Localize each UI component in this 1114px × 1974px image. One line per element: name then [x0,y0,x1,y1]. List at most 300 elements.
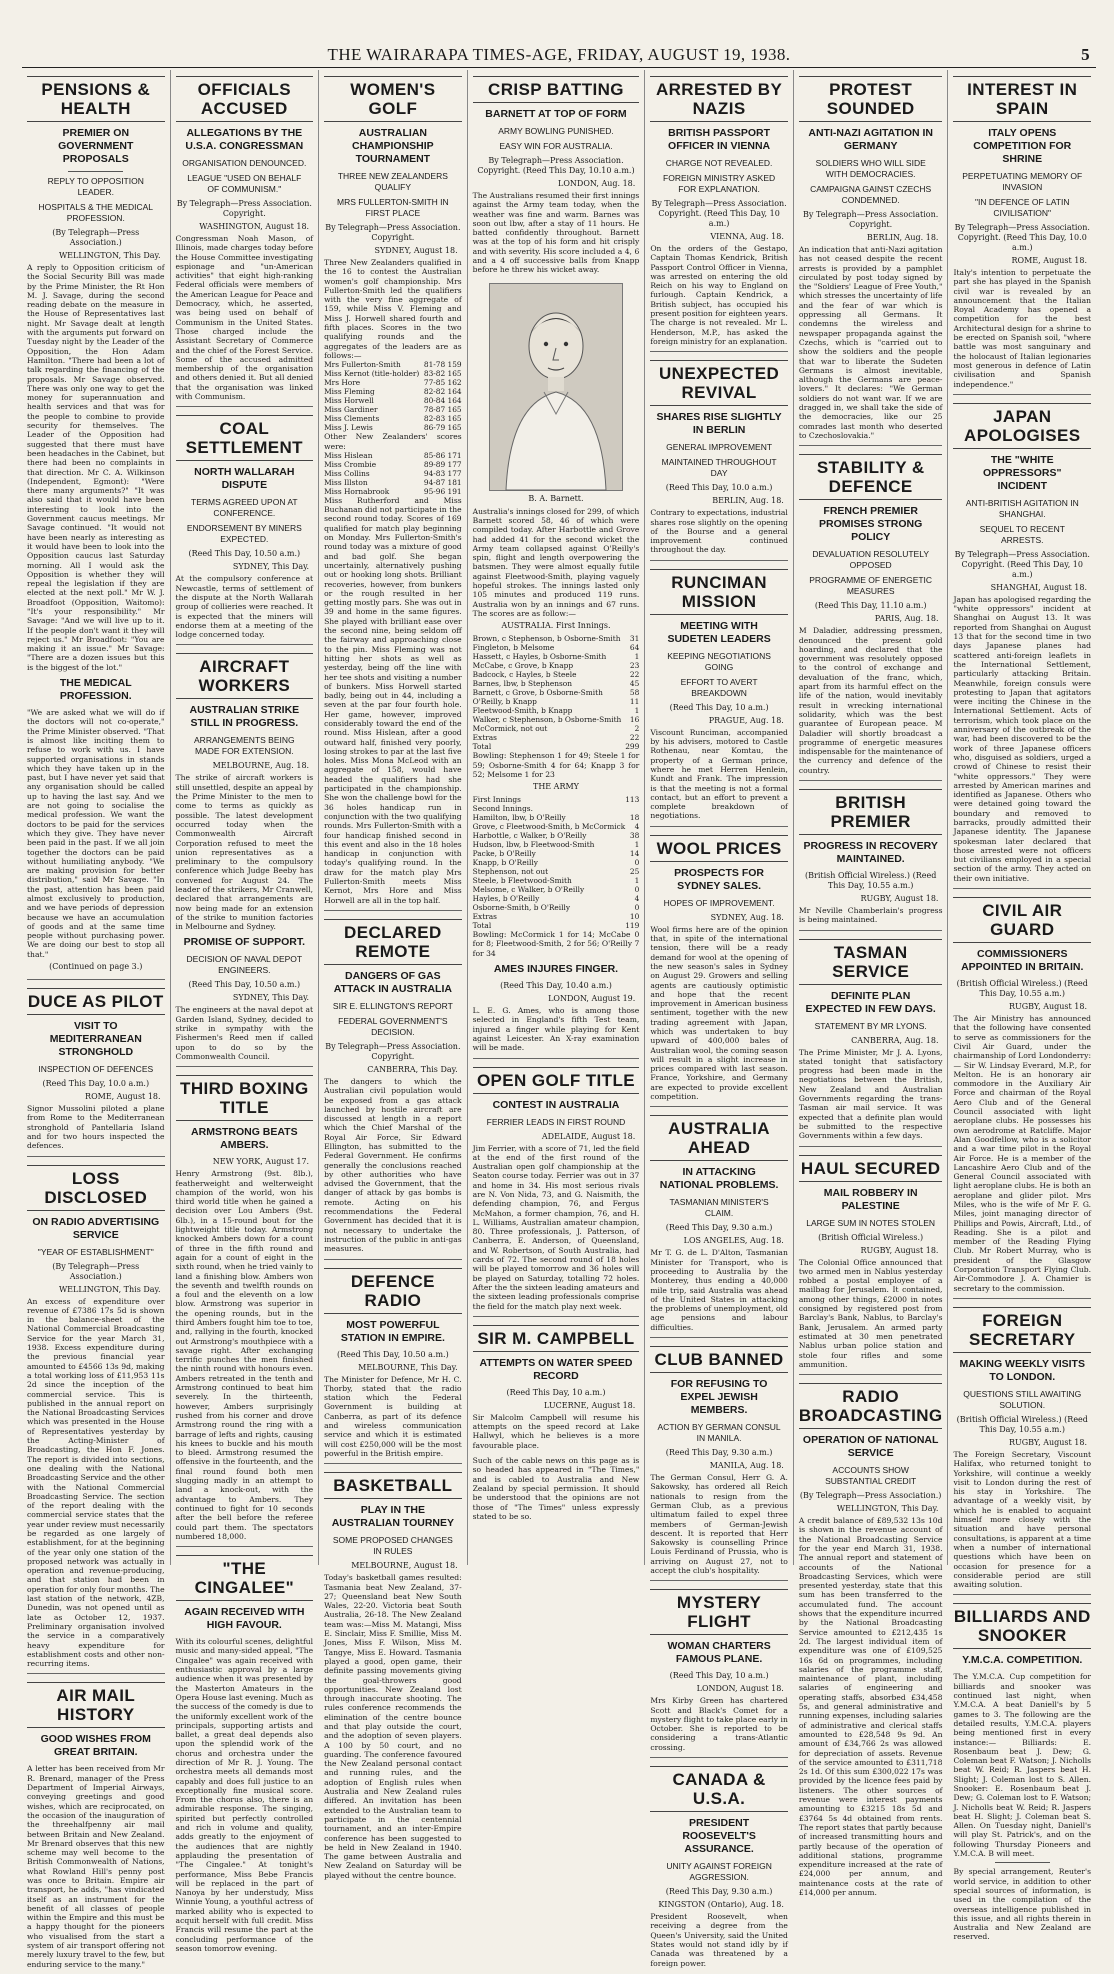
dateline: VIENNA, Aug. 18. [710,232,784,241]
headline: "THE CINGALEE" [176,1555,314,1601]
deck: DEVALUATION RESOLUTELY OPPOSED [812,549,929,571]
headline: LOSS DISCLOSED [27,1165,165,1211]
table-row: O'Reilly, b Knapp 11 [472,697,640,707]
deck: SIR E. ELLINGTON'S REPORT [332,1000,453,1011]
headline: WOOL PRICES [650,835,788,862]
table-row: Hayles, b O'Reilly 4 [472,894,640,904]
deck: THREE NEW ZEALANDERS QUALIFY [337,171,448,192]
headline: FOREIGN SECRETARY [953,1307,1091,1353]
story-revival [650,360,788,560]
table-row: Barnett, c Grove, b Osborne-Smith 58 [472,688,640,698]
headline: HAUL SECURED [799,1155,943,1182]
article-body: "We are asked what we will do if the doctors will not co-operate," the Prime Minister observed. "That is almost like inciting them to refuse to work with us. I have supported organisations in stands which they have taken up in the past, but I have never yet said that any organisation should be called up to having the last say. And we are not going to socialise the medical profession. We want the doctors to be paid for the services which they give. They have never been paid in the past. If we all join together the doctors can be paid without humiliating anybody. "We are making provision for better distribution," said Mr Savage. "In the past, attention has been paid almost exclusively to production, and we have periods of depression because we have an accumulation of goods and at the same time people without purchasing power. We are doing our best to stop all that." [27,708,165,959]
column-1 [22,70,171,1969]
table-row: Total 119 [472,921,640,931]
article-body: At the compulsory conference at Newcastle, terms of settlement of the dispute at the North Wallarah group of collieries were reached. It is expected that the miners will endorse them at a meeting of the lodge concerned today. [175,574,314,640]
table-row: Stephenson, not out 25 [472,867,640,877]
table-row: Osborne-Smith, b O'Reilly 0 [472,903,640,913]
credit-line: (British Official Wireless.) (Reed This Day, 10.55 a.m.) [956,979,1088,999]
table-row: Extras 10 [472,912,640,922]
dateline: WELLINGTON, This Day. [836,1504,939,1514]
table-row: Miss Fleming 82-82 164 [324,387,462,397]
story-runciman [650,569,788,827]
article-body: Viscount Runciman, accompanied by his advisers, motored to Castle Rothenau, near Komtau, the property of a German prince, where he met Herren Henlein, Kundt and Frank. The impression is that the meeting is not a formal contact, but an effort to prevent a complete breakdown of negotiations. [650,727,788,821]
dateline: RUGBY, August 18. [1009,1437,1088,1447]
table-row: McCormick, not out 2 [472,724,640,734]
table-heading: AUSTRALIA. First Innings. [501,621,611,631]
credit-line: By Telegraph—Press Association. Copyright. [325,223,461,242]
credit-line: (Reed This Day, 9.30 a.m.) [665,1887,773,1897]
story-radio-broadcasting [799,1383,943,1902]
divider [995,1862,1050,1863]
subheadline: AGAIN RECEIVED WITH HIGH FAVOUR. [184,1606,305,1632]
headline: JAPAN APOLOGISES [953,403,1091,449]
story-mystery-flight [650,1589,788,1758]
credit-line: By Telegraph—Press Association. Copyright. (Reed This Day, 10 a.m.) [954,549,1090,579]
article-body: The Y.M.C.A. Cup competition for billiards and snooker was continued last night, when Y.M.C.A. A beat Daniell's by 5 games to 3. The following are the detailed results, Y.M.C.A. players being mentioned first in every instance:— Billiards: E. Rosenbaum beat J. Dew; G. Coleman beat F. Watson; J. Nicholls beat W. Reid; R. Jaspers beat H. Slight; J. Coleman lost to S. Allen. Snooker: E. Rosenbaum beat J. Dew; G. Coleman lost to F. Watson; J. Nicholls beat W. Reid; R. Jaspers beat H. Slight; J. Coleman beat S. Allen. On Tuesday night, Daniell's will play St. Patrick's, and on the following Thursday Pioneers and Y.M.C.A. B will meet. [953,1672,1092,1859]
dateline: LONDON, August 18. [696,1684,784,1694]
subheadline: DEFINITE PLAN EXPECTED IN FEW DAYS. [805,989,936,1015]
dateline: RUGBY, August 18. [1009,1002,1088,1012]
subheadline: MAKING WEEKLY VISITS TO LONDON. [959,1357,1085,1383]
deck: TERMS AGREED UPON AT CONFERENCE. [191,497,298,519]
story-open-golf [473,1067,640,1317]
article-body: President Roosevelt, when receiving a degree from the Queen's University, said the United States would not stand idly by if Canada was threatened by a foreign power. [650,1912,788,1968]
table-row: Miss Hislean 85-86 171 [324,450,462,460]
story-foreign-secretary [953,1307,1091,1595]
headline: ARRESTED BY NAZIS [650,76,788,122]
table-row: Knapp, b O'Reilly 0 [472,858,640,868]
deck: ARMY BOWLING PUNISHED. [498,126,614,136]
subheadline: BARNETT AT TOP OF FORM [485,108,627,120]
deck: GENERAL IMPROVEMENT [666,442,773,453]
subheadline: OPERATION OF NATIONAL SERVICE [802,1434,939,1460]
table-row: Miss Illston 94-87 181 [324,477,462,487]
table-row: Miss J. Lewis 86-79 165 [324,423,462,433]
dateline: SYDNEY, Aug. 18. [710,912,784,922]
deck: ARRANGEMENTS BEING MADE FOR EXTENSION. [194,735,295,757]
deck: CAMPAIGNA GAINST CZECHS CONDEMNED. [810,184,932,205]
story-nazis [650,76,788,352]
deck: PROGRAMME OF ENERGETIC MEASURES [809,575,933,597]
dateline: LOS ANGELES, Aug. 18. [683,1236,784,1246]
story-british-premier [799,789,943,931]
table-row: Fleetwood-Smith, b Knapp 1 [472,706,640,716]
deck: QUESTIONS STILL AWAITING SOLUTION. [963,1388,1082,1410]
deck: SEQUEL TO RECENT ARRESTS. [979,523,1065,545]
table-row: Miss Gardiner 78-87 165 [324,405,462,415]
article-body: Other New Zealanders' scores were: [324,432,462,451]
headline: COAL SETTLEMENT [176,415,314,461]
credit-line: (British Official Wireless.) [818,1232,924,1242]
credit-line: (Reed This Day, 10 a.m.) [669,702,769,712]
dateline: SYDNEY, This Day. [232,993,310,1003]
article-body: M Daladier, addressing pressmen, denounced the present gold hoarding, and declared that the government was resolutely opposed to the control of exchange and devaluation of the franc, which, apart from its harmful effect on the life of the nation, would inevitably result in wrecking international solidarity, which was the best guarantee of European peace. M Daladier will shortly broadcast a programme of energetic measures indispensable for the maintenance of the currency and defence of the country. [798,626,943,775]
story-loss [27,1165,165,1675]
credit-line: (Reed This Day, 10 a.m.) [506,1387,606,1397]
columns [22,70,1096,1969]
deck: FERRIER LEADS IN FIRST ROUND [486,1116,626,1127]
headline: DUCE AS PILOT [27,988,165,1015]
table-row: Second Innings. [472,804,533,814]
deck: UNITY AGAINST FOREIGN AGGRESSION. [666,1861,772,1883]
story-coal [176,415,314,645]
subheadline: MEETING WITH SUDETEN LEADERS [667,619,771,645]
dateline: PRAGUE, Aug. 18. [708,715,784,725]
page-number: 5 [1081,45,1090,64]
headline: PROTEST SOUNDED [799,76,943,122]
credit-line: By Telegraph—Press Association. Copyright. [803,210,939,229]
subheadline: CONTEST IN AUSTRALIA [492,1098,620,1111]
table-row: Miss Clements 82-83 165 [324,414,462,424]
credit-line: (By Telegraph—Press Association.) [52,1261,140,1281]
table-row: Melsome, c Walker, b O'Reilly 0 [472,885,640,895]
dateline: MELBOURNE, August 18. [351,1561,458,1571]
deck: INSPECTION OF DEFENCES [38,1064,154,1075]
headline: BASKETBALL [324,1472,462,1499]
table-row: Mrs Hore 77-85 162 [324,378,462,388]
credit-line: (Reed This Day, 10.50 a.m.) [337,1349,449,1359]
credit-line: By Telegraph—Press Association. Copyright. [176,199,312,218]
column-2 [171,70,320,1953]
headline: OFFICIALS ACCUSED [176,76,314,122]
headline: MYSTERY FLIGHT [650,1589,788,1635]
scorecard-table [473,795,640,930]
headline: CIVIL AIR GUARD [953,897,1091,943]
story-spain [953,76,1091,395]
article-body: A reply to Opposition criticism of the Social Security Bill was made by the Prime Minister, the Rt Hon M. J. Savage, during the second reading debate on the measure in the House of Representatives last night. Mr Savage dealt at length with the arguments put forward on Tuesday night by the Leader of the Opposition, the Hon Adam Hamilton. "There had been a lot of talk regarding the financing of the proposals. Mr Savage observed. There was only one way to get the money for superannuation and health services and that was for the people to combine to provide security for themselves. The Leader of the Opposition had suggested that there must have been headaches in the Cabinet, but there had been no complaints in that direction. Mr C. A. Wilkinson (Independent, Egmont): "Were there many arguments?" "It was also said that it would have been interesting to look into the Government caucus meetings. Mr Savage continued. "It would not have been nearly as interesting as it would have been to look into the Opposition caucus last Saturday morning. All I would ask the Opposition is whether they will repeal the legislation if they are elected at the next poll." Mr W. J. Broadfoot (Opposition, Waitomo): "It's your responsibility." Mr Savage: "And we will live up to it. If the people don't want it they will reject us." Mr Broadfoot: "You are making it an issue." Mr Savage: "There are a dozen issues but this is the biggest of the lot." [27,263,165,672]
headline: DEFENCE RADIO [324,1268,462,1314]
subheadline: PREMIER ON GOVERNMENT PROPOSALS [58,127,134,165]
subheadline: NORTH WALLARAH DISPUTE [194,466,295,492]
dateline: CANBERRA, Aug. 18. [851,1035,939,1045]
deck: ORGANISATION DENOUNCED. [182,158,307,168]
deck: LARGE SUM IN NOTES STOLEN [806,1217,936,1228]
reuters-note: By special arrangement, Reuter's world service, in addition to other special sources of information, is used in the compilation of the overseas intelligence published in this issue, and all rights therein in Australia and New Zealand are reserved. [953,1867,1092,1942]
article-body: An indication that anti-Nazi agitation has not ceased despite the recent arrests is provided by a pamphlet circulated by post today signed by the "Soldiers' League of Free Youth," which stresses the uncertainty of life and the fear of war which is oppressing all Germans. It condemns the wireless and newspaper propaganda against the Czechs, which is "carried out to show the soldiers and the people that war to liberate the Sudeten Germans is almost inevitable, although the Germans are peace-lovers." It declares: "We German soldiers do not want war. If we are dragged in, we shall take the side of the democracies, like our 25 comrades last month who deserted to Czechoslovakia." [798,245,943,440]
headline: STABILITY & DEFENCE [799,454,943,500]
deck: EFFORT TO AVERT BREAKDOWN [680,676,758,698]
deck: SOLDIERS WHO WILL SIDE WITH DEMOCRACIES. [815,158,926,179]
subheadline: ARMSTRONG BEATS AMBERS. [191,1126,298,1152]
deck: "IN DEFENCE OF LATIN CIVILISATION" [975,197,1070,218]
subheadline: ANTI-NAZI AGITATION IN GERMANY [808,127,933,152]
headline: CRISP BATTING [473,76,640,103]
story-stability [799,454,943,781]
subheadline: COMMISSIONERS APPOINTED IN BRITAIN. [961,948,1084,974]
headline: CANADA & U.S.A. [650,1766,788,1812]
story-campbell [473,1325,640,1526]
story-protest [799,76,943,446]
article-body: Sir Malcolm Campbell will resume his attempts on the speed record at Lake Hallwyl, which he believes is a more favourable place. [472,1412,640,1450]
story-canada [650,1766,788,1973]
subheadline: ATTEMPTS ON WATER SPEED RECORD [479,1356,633,1382]
column-6 [794,70,949,1897]
article-body: Jim Ferrier, with a score of 71, led the field at the end of the first round of the Australian open golf championship at the Seaton course today. Ferrier was out in 37 and home in 34. His most serious rivals are N. Von Nida, 73, and G. Naismith, the defending champion, 76, and Fergus McMahon, a former champion, 76, and H. L. Williams, Australian amateur champion, 80. Three professionals, J. Patterson, of Canberra, E. Anderson, of Queensland, and W. Robertson, of South Australia, had cards of 72. The second round of 18 holes will be played tomorrow and 36 holes will be played on Saturday, totalling 72 holes. After the the sixteen leading amateurs and the sixteen leading professionals comprise the field for the match play next week. [472,1143,640,1311]
deck: ACTION BY GERMAN CONSUL IN MANILA. [657,1422,781,1444]
deck: HOPES OF IMPROVEMENT. [663,897,775,908]
subheadline: BRITISH PASSPORT OFFICER IN VIENNA [668,127,771,152]
article-body: Today's basketball games resulted: Tasmania beat New Zealand, 37-27; Queensland beat New South Wales, 22-20. Victoria beat South Australia, 26-18. The New Zealand team was:—Miss M. Matangi, Miss E. Sinclair, Miss F. Smillie, Miss M. Jones, Miss F. Wilson, Miss M. Tangye, Miss E. Howard. Tasmania played a good, open game, their definite passing movements giving the goal-throwers good opportunities. New Zealand lost through inaccurate shooting. The rules conference recommends the elimination of the centre bounce and that play outside the court, and the adoption of seven players. A 100 by 50 court, and no guarding. The conference favoured the New Zealand personal contact and running rules, and the adoption of English rules when Australia and New Zealand rules differed. An invitation has been extended to the Australian team to participate in the centennial tournament, and an inter-Empire conference has been suggested to be held in New Zealand in 1940. The game between Australia and New Zealand on Saturday will be played without the centre bounce. [324,1573,462,1880]
deck: "YEAR OF ESTABLISHMENT" [37,1246,154,1257]
subheadline: AUSTRALIAN STRIKE STILL IN PROGRESS. [189,704,300,730]
article-body: Mrs Kirby Green has chartered Scott and Black's Comet for a mystery flight to take place early in October. She is reported to be considering a trans-Atlantic crossing. [650,1696,788,1752]
table-row: Mrs Fullerton-Smith 81-78 159 [324,360,462,370]
headline: INTEREST IN SPAIN [953,76,1091,122]
article-body: An excess of expenditure over revenue of £7386 17s 5d is shown in the balance-sheet of the National Commercial Broadcasting Service for the year March 31, 1938. Excess expenditure during the previous financial year amounted to £4566 13s 9d, making a total working loss of £11,953 11s 2d since the inception of the commercial service. This is published in the annual report on the National Broadcasting Services which was presented in the House of Representatives yesterday by the Acting-Minister of Broadcasting, the Hon F. Jones. The report is divided into sections, one dealing with the National Broadcasting Service and the other with the National Commercial Broadcasting Service. The section of the report dealing with the commercial service states that the year under review must necessarily be regarded as one largely of establishment, for at the beginning of the year only one station of the proposed network was actually in operation and revenue-producing, and that station had been in operation for only four months. The last station of the network, 4ZB, Dunedin, was not opened until as late as October 12, 1937. Preliminary organisation involved the service in a comparatively heavy expenditure for establishment costs and other non-recurring items. [27,1296,165,1669]
dateline: RUGBY, August 18. [860,893,939,903]
article-body: The Prime Minister, Mr J. A. Lyons, stated tonight that satisfactory progress had been made in the negotiations between the British, New Zealand and Australian Governments regarding the trans-Tasman air mail service. It was expected that a definite plan would be submitted to the respective Governments within a few days. [798,1047,943,1141]
deck: ANTI-BRITISH AGITATION IN SHANGHAI. [965,497,1079,519]
continued-note: (Continued on page 3.) [49,962,143,972]
article-body: The dangers to which the Australian civil population would be exposed from a gas attack launched by hostile aircraft are discussed at length in a report which the Chief Marshal of the Royal Air Force, Sir Edward Ellington, has submitted to the Federal Government. He confirms generally the conclusions reached by other authorities who have advised the Government, that the danger of attack by gas bombs is remote. Acting on his recommendations the Federal Government has decided that it is not necessary to undertake the instruction of the public in anti-gas measures. [324,1076,462,1254]
article-body: The Foreign Secretary, Viscount Halifax, who returned tonight to Yorkshire, will continue a weekly visit to London during the rest of his stay in Yorkshire. The advantage of a weekly visit, by which he is enabled to acquaint himself more closely with the situation and have personal consultations, is apparent at a time when a number of international questions which have been on occasion for presence for a considerable period are still awaiting solution. [953,1449,1092,1590]
credit-line: (Reed This Day, 10.40 a.m.) [500,981,612,991]
headline: CLUB BANNED [650,1346,788,1373]
score-table [324,360,462,432]
dateline: CANBERRA, This Day. [367,1064,458,1074]
subheadline: THE "WHITE OPPRESSORS" INCIDENT [983,453,1062,492]
table-row: Packe, b O'Reilly 14 [472,849,640,859]
story-cingalee [176,1555,314,1958]
table-row: Miss Hornabrook 95-96 191 [324,486,462,496]
subheadline: PROGRESS IN RECOVERY MAINTAINED. [803,839,938,865]
article-body: On the orders of the Gestapo, Captain Thomas Kendrick, British Passport Control Officer in Vienna, was arrested on entering the old Reich on his way to England on furlough. Captain Kendrick, a British subject, has occupied his present position for eighteen years. The charge is not revealed. Mr L. Henderson, M.P., has asked the foreign ministry for an explanation. [650,244,788,346]
dateline: WASHINGTON, August 18. [199,222,310,231]
article-body: With its colourful scenes, delightful music and many-sided appeal, "The Cingalee" was again received with enthusiastic approval by a large audience when it was presented by the Masterton Amateurs in the Opera House last evening. Much as the success of the comedy is due to the uniformly excellent work of the principals, supporting artists and ballet, a great deal depends also upon the splendid work of the chorus and orchestra under the direction of Mr R. J. Young. The orchestra meets all demands most capably and does full justice to an exceptionally fine musical score. From the chorus also, there is an admirable response. The singing, spirited but perfectly controlled and rich in volume and quality, adds greatly to the enjoyment of the audiences that are nightly applauding the presentation of "The Cingalee." At tonight's performance, Miss Bebe Francis will be replaced in the part of Nanoya by her understudy, Miss Winnie Young, a youthful actress of marked ability who is expected to acquit herself with full credit. Miss Francis will resume the part at the concluding performance of the season tomorrow evening. [175,1637,314,1953]
headline: SIR M. CAMPBELL [473,1325,640,1352]
article-body: Australia's innings closed for 299, of which Barnett scored 58, 46 of which were compiled today. After Harbottle and Grove had added 41 for the second wicket the Army team collapsed against O'Reilly's spin, flight and length overpowering the batsmen. They were almost equally futile against Fleetwood-Smith, playing vaguely hopeful strokes. The innings lasted only 105 minutes and produced 119 runs. Australia won by an innings and 67 runs. The scores are as follow:— [472,506,640,618]
article-body: Henry Armstrong (9st. 8lb.), featherweight and welterweight champion of the world, won his third world title when he gained a decision over Lou Ambers (9st. 6lb.), in a 15-round bout for the lightweight title today. Armstrong knocked Ambers down for a count of three in the fifth round and again for a count of eight in the sixth round, when he tried vainly to land a finishing blow. Ambers won the seventh and twelfth rounds on a foul and the eleventh on a low blow. Armstrong was superior in the opening rounds, but in the third Ambers fought him toe to toe, and, rallying in the fourth, knocked out Armstrong's mouthpiece with a savage right. After exchanging terrific punches the men finished the ninth round with honours even. Ambers retreated in the tenth and Armstrong continued to beat him severely. In the thirteenth, however, Ambers surprisingly rushed from his corner and drove Armstrong round the ring with a barrage of lefts and rights, causing his knees to buckle and his mouth to bleed. Armstrong resumed the offensive in the fourteenth, and the final round found both men slugging madly in an attempt to land a knock-out, with the advantage to Ambers. They continued to fight for 10 seconds after the bell before the referee could part them. The spectators numbered 18,000. [175,1169,314,1541]
dateline: ADELAIDE, August 18. [541,1131,636,1141]
dateline: SHANGHAI, August 18. [990,582,1088,592]
table-row: Walker, c Stephenson, b Osborne-Smith 16 [472,715,640,725]
story-boxing [176,1075,314,1547]
column-4 [468,70,646,1565]
article-body: Miss Rutherford and Miss Buchanan did not participate in the second round today. Scores of 169 qualified for match play beginning on Monday. Mrs Fullerton-Smith's round today was a mixture of good and bad golf. She began uncertainly, alternatively pushing out or hooking long shots. Brilliant recoveries, however, from bunkers or the rough resulted in her getting mostly pars. She was out in 39 and home in the same figures. She played with brilliant ease over the second nine, being seldom off the fairway and approaching close to the pin. Miss Fleming was not hitting her shots as well as yesterday, being off the line with her tee shots and visiting a number of bunkers. Miss Horwell started badly, being out in 44, including a seven at the par four fourth hole. Her game, however, improved considerably toward the end of the round. Miss Hislean, after a good outward half, finished very poorly, losing strokes to par at the last five holes. Miss Mona McLeod with an aggregate of 158, would have headed the qualifiers had she participated in the championship. She won the challenge bowl for the 36 holes handicap run in conjunction with the two qualifying rounds. Mrs Fullerton-Smith with a four handicap finished second in this event and also in the 18 holes handicap in conjunction with today's qualifying round. In the draw for the match play Mrs Fullerton-Smith meets Miss Kernot, Mrs Hore and Miss Horwell are all in the top half. [324,495,462,905]
credit-line: (Reed This Day, 10.50 a.m.) [188,549,301,559]
subheadline: ITALY OPENS COMPETITION FOR SHRINE [973,127,1072,165]
table-row: First Innings 113 [472,795,640,805]
headline: AUSTRALIA AHEAD [650,1115,788,1161]
dateline: WELLINGTON, This Day. [58,251,161,260]
subheadline: MAIL ROBBERY IN PALESTINE [823,1186,918,1212]
table-row: Miss Horwell 80-84 164 [324,396,462,406]
story-tasman [799,939,943,1147]
deck: LEAGUE "USED ON BEHALF OF COMMUNISM." [187,173,302,194]
table-row: Harbottle, c Walker, b O'Reilly 38 [472,831,640,841]
score-table [324,451,462,496]
dateline: MELBOURNE, This Day. [358,1362,458,1372]
story-radio [324,1268,462,1465]
story-aircraft [176,653,314,1067]
table-row: Barnes, lbw, b Stephenson 45 [472,679,640,689]
section-heading: PROMISE OF SUPPORT. [183,936,305,949]
credit-line: (By Telegraph—Press Association.) [52,228,140,247]
bowling-summary: Bowling: Stephenson 1 for 49; Steele 1 for 59; Osborne-Smith 4 for 64; Knapp 3 for 52; Melsome 1 for 23 [472,751,640,779]
article-body: L. E. G. Ames, who is among those selected in England's fifth Test team, injured a finger while playing for Kent against Leicester. An X-ray examination will be made. [472,1006,640,1053]
credit-line: (Reed This Day, 10.0 a.m.) [42,1079,150,1089]
dateline: KINGSTON (Ontario), Aug. 18. [658,1900,784,1910]
column-5 [645,70,794,1968]
headline: OPEN GOLF TITLE [473,1067,640,1094]
credit-line: (Reed This Day, 10 a.m.) [669,1671,769,1681]
story-officials [176,76,314,407]
deck: KEEPING NEGOTIATIONS GOING [667,650,771,672]
article-body: Wool firms here are of the opinion that, in spite of the international tension, there will be a ready demand for wool at the opening of the new season's sales in Sydney on August 29. Growers and selling agents are cautiously optimistic and hope that the recent improvement in American business sentiment, together with the new trading agreement with Japan, which was undertaken to buy upward of 400,000 bales of Australian wool, the coming season will result in a slight increase in prices compared with last season. France, Yorkshire, and Germany are expected to provide excellent competition. [650,924,788,1102]
section-heading: THE MEDICAL PROFESSION. [59,677,132,703]
article-body: Congressman Noah Mason, of Illinois, made charges today before the House Committee investigating espionage and "un-American activities" that eight high-ranking Federal officials were members of the American League for Peace and Democracy, which, he asserted, was being used on behalf of Communism in the United States. Those charged include the Assistant Secretary of Commerce and the chief of the Forest Service. Some of the accused admitted membership of the organisation and others denied it. But all denied that the organisation was linked with Communism. [175,234,314,402]
article-body: Italy's intention to perpetuate the part she has played in the Spanish civil war is revealed by an announcement that the Italian Royal Academy has opened a competition for the best Architectural design for a shrine to be erected on Spanish soil, "where battle was most sanguinary and the holocaust of Italian legionaries most generous in defence of Latin civilisation and Spanish independence." [953,268,1092,389]
article-body: The Minister for Defence, Mr H. C. Thorby, stated that the radio station which the Federal Government is building at Canberra, as part of its defence and wireless communication service and which it is estimated will cost £250,000 will be the most powerful in the British empire. [324,1374,462,1458]
portrait-illustration [490,284,622,490]
deck: DECISION OF NAVAL DEPOT ENGINEERS. [186,954,303,976]
article-body: Japan has apologised regarding the "white oppressors" incident at Shanghai on August 13. It was reported from Shanghai on August 13 that for the second time in two days Japanese planes had scattered anti-foreign leaflets in the International Settlement, particularly attacking Britain. Meanwhile, foreign consuls were protesting to Japan that agitators were inciting the Chinese in the International Settlement. Acts of terrorism, which took place on the anniversary of the outbreak of the war, had been discovered to be the work of three Japanese officers who, disguised as soldiers, urged a crowd of Chinese to resist their "white oppressors." They were arrested by American marines and identified as Japanese. Others who were detained going toward the boundary and removed to barracks, proudly admitted their Japanese identity. The Japanese spokesman later declared that those arrested were not officers but civilians employed in a special section of the army. They acted on their own initiative. [953,594,1092,883]
story-japan [953,403,1091,889]
table-row: Miss Crombie 89-89 177 [324,459,462,469]
dateline: WELLINGTON, This Day. [58,1284,161,1294]
deck: ENDORSEMENT BY MINERS EXPECTED. [186,523,302,545]
credit-line: By Telegraph—Press Association. Copyright. (Reed This Day, 10.10 a.m.) [477,156,635,175]
dateline: MANILA, Aug. 18. [709,1461,784,1471]
article-body: Mr T. G. de L. D'Alton, Tasmanian Minister for Transport, who is proceeding to Australia by the Monterey, thus ending a 40,000 mile trip, said Australia was ahead of the United States in attacking the problems of unemployment, old age pensions and labour difficulties. [650,1248,788,1332]
headline: BRITISH PREMIER [799,789,943,835]
section-heading: AMES INJURES FINGER. [493,963,619,976]
article-body: A letter has been received from Mr R. Brenard, manager of the Press Department of Imperial Airways, conveying greetings and good wishes, which are reciprocated, on the occasion of the inauguration of the threehalfpenny air mail between Britain and New Zealand. Mr Brenard observes that this new scheme may well become to the British Commonwealth of Nations, what Rowland Hill's penny post was once to Britain. Empire air transport, he adds, "has vindicated itself as an instrument for the benefit of all classes of people within the Empire and this must be a happy thought for the pioneers who visualised from the start a system of air transport offering not merely luxury travel to the few, but enduring service to the many." [27,1764,165,1969]
subheadline: DANGERS OF GAS ATTACK IN AUSTRALIA [333,969,452,995]
credit-line: (British Official Wireless.) (Reed This Day, 10.55 a.m.) [805,870,937,890]
credit-line: (Reed This Day, 11.10 a.m.) [814,601,927,611]
scorecard-table [473,634,640,751]
deck: FOREIGN MINISTRY ASKED FOR EXPLANATION. [663,173,776,194]
dateline: BERLIN, Aug. 18. [866,233,939,242]
credit-line: By Telegraph—Press Association. Copyright. [325,1041,461,1061]
table-row: Hassett, c Hayles, b Osborne-Smith 1 [472,652,640,662]
table-heading: THE ARMY [532,782,579,792]
article-body: The Air Ministry has announced that the following have consented to serve as commissioners for the Civil Air Guard, under the chairmanship of Lord Londonderry:— Sir W. Lindsay Everard, M.P., for Melton. He is an honorary air commodore in the Auxiliary Air Force and chairman of the Royal Aero Club and of the General Council associated with light aeroplane clubs. He possesses his own aerodrome at Ratcliffe. Major Alan Goodfellow, who is a solicitor and a war time pilot in the Royal Air Force. He is a member of the Lancashire Aero Club and of the General Council associated with light aeroplane clubs. He is both an aeroplane and glider pilot. Mrs Miles, who is the wife of Mr F. G. Miles, joint managing director of Phillips and Powis, Aircraft, Ltd., of Reading. She is a pilot and member of the Reading Flying Club. Mr Robert Murray, who is president of the Glasgow Corporation Transport Flying Club. Air-Commodore J. A. Chamier is secretary to the commission. [953,1014,1092,1293]
credit-line: (British Official Wireless.) (Reed This Day, 10.55 a.m.) [956,1414,1088,1434]
headline: PENSIONS & HEALTH [27,76,165,122]
masthead-title: THE WAIRARAPA TIMES-AGE, FRIDAY, AUGUST 19, 1938. [327,45,791,64]
dateline: BERLIN, Aug. 18. [712,496,784,506]
subheadline: Y.M.C.A. COMPETITION. [962,1654,1083,1667]
subheadline: ON RADIO ADVERTISING SERVICE [32,1215,160,1241]
article-body: Mr Neville Chamberlain's progress is being maintained. [798,905,943,925]
table-row: Grove, c Fleetwood-Smith, b McCormick 4 [472,822,640,832]
story-haul [799,1155,943,1376]
dateline: SYDNEY, August 18. [374,246,458,255]
story-billiards [953,1603,1091,1946]
subheadline: GOOD WISHES FROM GREAT BRITAIN. [40,1733,151,1759]
credit-line: (Reed This Day, 9.30 a.m.) [665,1448,773,1458]
article-body: A credit balance of £89,532 13s 10d is shown in the revenue account of the National Broadcasting Service for the year end March 31, 1938. The annual report and statement of accounts of the National Broadcasting Services, which were presented yesterday, state that this sum has been transferred to the accumulated fund. The account shows that the expenditure incurred by the National Broadcasting Service amounted to £212,435 1s 2d. The largest individual item of expenditure was one of £109,525 16s 6d on programmes, including salaries of the programme staff, maintenance of plant, including salaries of engineering and operating staffs, absorbed £34,458 5s, and general administrative and running expenses, including salaries of administrative and clerical staffs amounted to £28,548 9s 9d. An amount of £34,766 2s was allowed for depreciation of assets. Revenue of the service amounted to £311,718 2s 1d. Of this sum £300,022 17s was provided by the licence fees paid by listeners. The other sources of revenue were interest payments amounting to £3215 18s 5d and £3764 5s 4d obtained from rents. The report states that partly because of increased transmitting hours and partly because of the operation of additional stations, programme expenditure increased at the rate of £24,000 per annum, and maintenance costs at the rate of £14,000 per annum. [798,1516,943,1897]
table-row: Brown, c Stephenson, b Osborne-Smith 31 [472,634,640,644]
article-body: The strike of aircraft workers is still unsettled, despite an appeal by the Prime Minister to the men to come to terms as quickly as possible. The latest development occurred today when the Commonwealth Aircraft Corporation refused to meet the union representatives as a preliminary to the compulsory conference which Judge Beeby has convened for August 24. The leader of the strikers, Mr Cranwell, declared that arrangements are now being made for an extension of the strike to munition factories in Melbourne and Sydney. [175,773,314,932]
subheadline: MOST POWERFUL STATION IN EMPIRE. [340,1318,445,1344]
subheadline: IN ATTACKING NATIONAL PROBLEMS. [659,1166,779,1192]
table-row: McCabe, c Grove, b Knapp 23 [472,661,640,671]
table-row: Extras 22 [472,733,640,743]
deck: REPLY TO OPPOSITION LEADER. [47,176,144,197]
story-australia-ahead [650,1115,788,1338]
dateline: PARIS, Aug. 18. [874,614,939,624]
deck: HOSPITALS & THE MEDICAL PROFESSION. [38,202,153,223]
article-body: Signor Mussolini piloted a plane from Rome to the Mediterranean stronghold of Pantellaria Island and for two hours inspected the defences. [27,1104,165,1151]
article-body: The Colonial Office announced that two armed men in Nablus yesterday robbed a postal employee of a mailbag for Jerusalem. It contained, among other things, £2000 in notes consigned by registered post from Barclay's Bank, Nablus, to Barclay's Bank, Jerusalem. An armed party estimated at 30 men penetrated Nablus urban police station and stole four rifles and some ammunition. [798,1257,943,1369]
masthead [22,45,1096,68]
dateline: MELBOURNE, Aug. 18. [212,761,310,771]
credit-line: (Reed This Day, 10.0 a.m.) [665,483,773,493]
dateline: RUGBY, August 18. [860,1245,939,1255]
headline: THIRD BOXING TITLE [176,1075,314,1121]
dateline: ROME, August 18. [1011,256,1088,265]
headline: AIR MAIL HISTORY [27,1682,165,1728]
table-row: Miss Collins 94-83 177 [324,468,462,478]
divider [68,171,123,172]
column-3 [319,70,468,1880]
deck: MRS FULLERTON-SMITH IN FIRST PLACE [337,197,449,218]
deck: FEDERAL GOVERNMENT'S DECISION. [338,1015,448,1037]
dateline: ROME, August 18. [85,1092,161,1102]
story-remote [324,919,462,1260]
photo-caption: B. A. Barnett. [528,493,584,503]
story-civil-air-guard [953,897,1091,1299]
deck: MAINTAINED THROUGHOUT DAY [661,457,777,479]
copyright-note: Such of the cable news on this page as is so headed has appeared in "The Times," and is cabled to Australia and New Zealand by special permission. It should be understood that the opinions are not those of "The Times" unless expressly stated to be so. [472,1456,640,1521]
table-row: Miss Kernot (title-holder) 83-82 165 [324,369,462,379]
table-row: Badcock, c Hayles, b Steele 22 [472,670,640,680]
subheadline: PROSPECTS FOR SYDNEY SALES. [674,866,765,892]
subheadline: FRENCH PREMIER PROMISES STRONG POLICY [819,505,923,544]
dateline: SYDNEY, This Day. [232,562,310,572]
story-wool [650,835,788,1108]
article-body: The Australians resumed their first innings against the Army team today, when the weather was fine and warm. Barnes was soon out lbw, after a stay of 11 hours. He batted confidently throughout. Barnett was at the top of his form and hit crisply and with severity. His score included a 4, 6 and a 4 off successive balls from Knapp before he threw his wicket away. [472,191,640,275]
dateline: LONDON, Aug. 18. [558,179,636,188]
headline: TASMAN SERVICE [799,939,943,985]
dateline: LUCERNE, August 18. [543,1400,636,1410]
column-7 [948,70,1096,1942]
article-body: The German Consul, Herr G. A. Sakowsky, has ordered all Reich nationals to resign from the German Club, as a previous ultimatum failed to expel three members of German-Jewish descent. It is reported that Herr Sakowsky is counselling Prince Louis Ferdinand of Prussia, who is arriving on August 27, not to accept the club's hospitality. [650,1473,788,1575]
deck: TASMANIAN MINISTER'S CLAIM. [669,1197,769,1219]
headline: RUNCIMAN MISSION [650,569,788,615]
portrait-photo [489,283,623,491]
deck: SOME PROPOSED CHANGES IN RULES [332,1535,453,1557]
deck: EASY WIN FOR AUSTRALIA. [499,141,613,151]
deck: CHARGE NOT REVEALED. [665,158,773,168]
table-row: Steele, b Fleetwood-Smith 1 [472,876,640,886]
credit-line: (By Telegraph—Press Association.) [799,1491,942,1501]
headline: WOMEN'S GOLF [324,76,462,122]
story-duce [27,988,165,1156]
table-row: Total 299 [472,742,640,752]
subheadline: SHARES RISE SLIGHTLY IN BERLIN [656,411,782,437]
headline: UNEXPECTED REVIVAL [650,360,788,406]
article-body: Three New Zealanders qualified in the 16 to contest the Australian women's golf championship. Mrs Fullerton-Smith led the qualifiers with the very fine aggregate of 159, while Miss V. Fleming and Miss J. Horwell shared fourth and fifth places. Scores in the two qualifying rounds and the aggregates of the leaders are as follows:— [324,258,462,360]
headline: RADIO BROADCASTING [799,1383,943,1429]
table-row: Fingleton, b Melsome 64 [472,643,640,653]
story-pensions [27,76,165,980]
credit-line: By Telegraph—Press Association. Copyright. (Reed This Day, 10 a.m.) [651,199,787,228]
subheadline: AUSTRALIAN CHAMPIONSHIP TOURNAMENT [352,127,434,165]
dateline: NEW YORK, August 17. [212,1157,310,1167]
credit-line: (Reed This Day, 9.30 a.m.) [665,1223,773,1233]
credit-line: (Reed This Day, 10.50 a.m.) [188,980,301,990]
deck: ACCOUNTS SHOW SUBSTANTIAL CREDIT [825,1465,917,1487]
deck: STATEMENT BY MR LYONS. [814,1020,927,1031]
table-row: Hamilton, lbw, b O'Reilly 18 [472,813,640,823]
subheadline: PLAY IN THE AUSTRALIAN TOURNEY [331,1504,455,1530]
subheadline: WOMAN CHARTERS FAMOUS PLANE. [667,1640,771,1666]
